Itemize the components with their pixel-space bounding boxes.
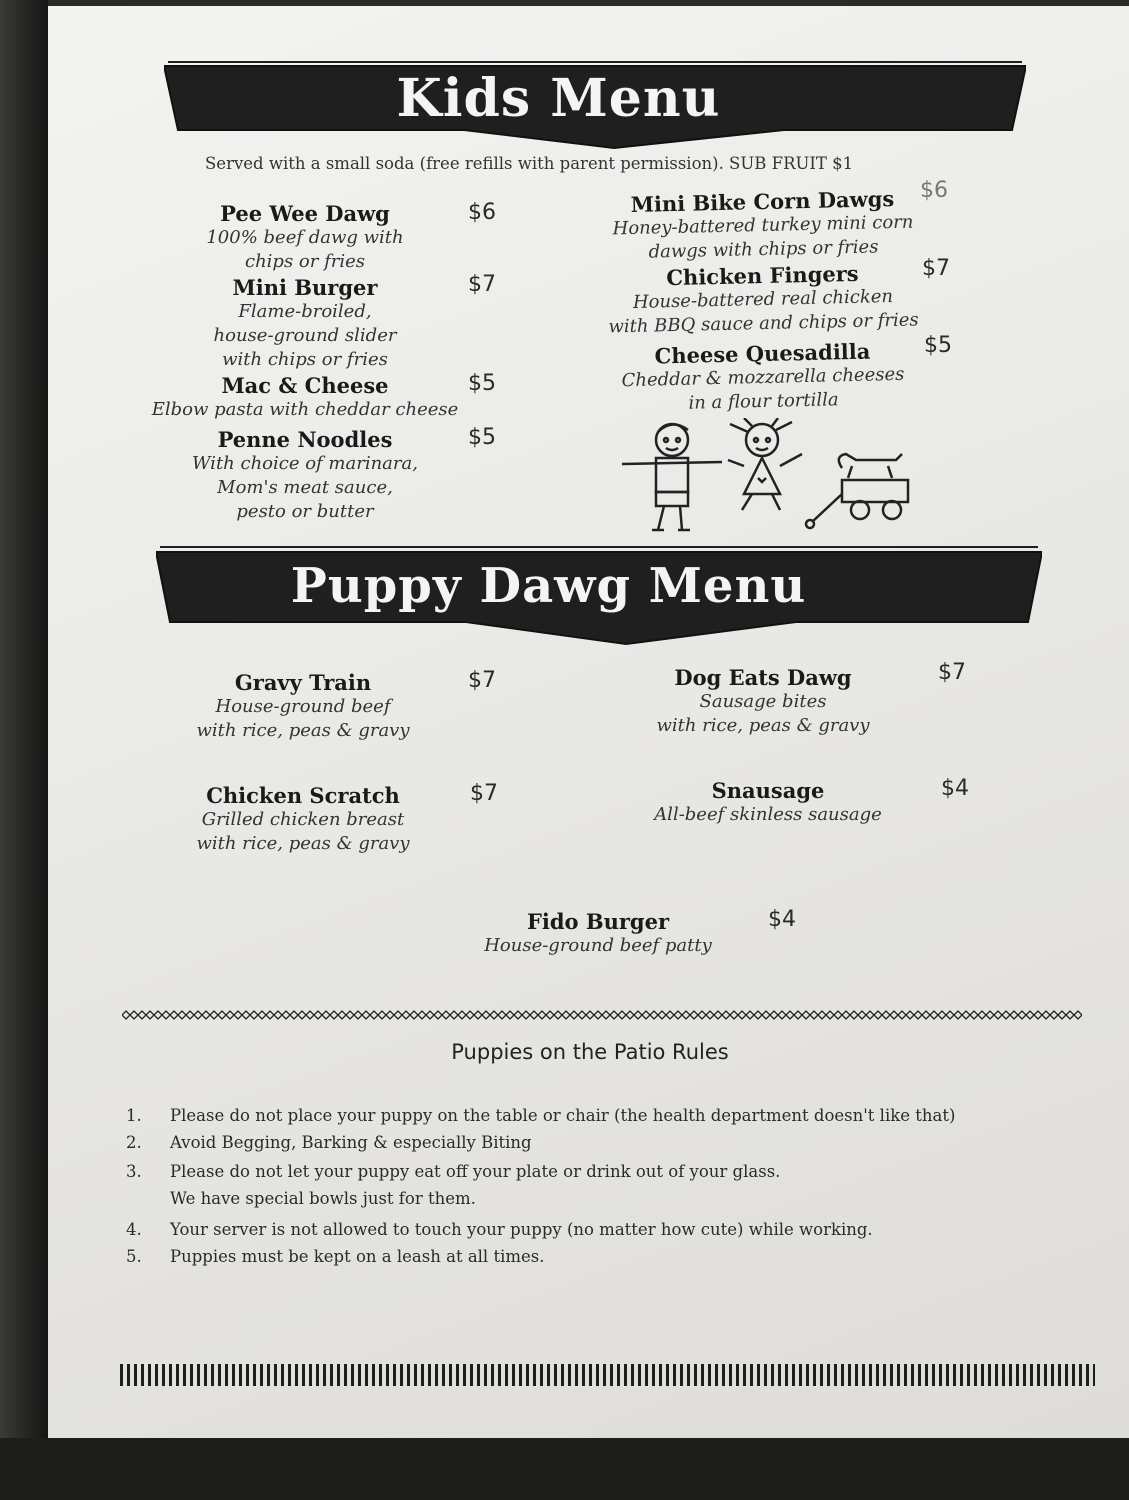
item-desc: House-ground beef with rice, peas & gravy — [196, 696, 410, 741]
rule-number: 2. — [126, 1133, 142, 1152]
item-price: $6 — [468, 200, 496, 225]
item-name: Mini Burger — [232, 275, 378, 300]
item-name: Penne Noodles — [217, 427, 393, 452]
item-desc: Cheddar & mozzarella cheeses in a flour tortilla — [621, 363, 905, 414]
puppy-menu-title: Puppy Dawg Menu — [290, 558, 807, 614]
menu-item — [577, 260, 949, 340]
item-desc: 100% beef dawg with chips or fries — [206, 227, 404, 272]
item-desc: Sausage bites with rice, peas & gravy — [656, 691, 870, 736]
kids-menu-subtitle: Served with a small soda (free refills with parent permission). SUB FRUIT $1 — [205, 154, 854, 173]
menu-item — [140, 374, 470, 422]
menu-item — [148, 784, 458, 856]
item-name: Cheese Quesadilla — [654, 338, 871, 369]
item-price: $7 — [470, 781, 498, 806]
menu-binder-bottom — [0, 1438, 1129, 1500]
diamond-divider — [122, 1006, 1082, 1024]
item-desc: Flame-broiled, house-ground slider with chips or fries — [213, 301, 397, 370]
menu-item — [140, 276, 470, 372]
item-name: Mac & Cheese — [221, 373, 389, 398]
item-name: Snausage — [711, 778, 825, 803]
item-price: $7 — [938, 660, 966, 685]
menu-item — [618, 666, 908, 738]
item-name: Chicken Scratch — [206, 783, 400, 808]
item-name: Mini Bike Corn Dawgs — [630, 186, 895, 217]
rule-text: We have special bowls just for them. — [170, 1189, 476, 1208]
kids-drawing-icon — [612, 418, 922, 538]
item-price: $7 — [468, 272, 496, 297]
item-price: $6 — [920, 178, 948, 203]
menu-item — [140, 428, 470, 524]
item-name: Pee Wee Dawg — [220, 201, 390, 226]
menu-binder-edge — [0, 0, 48, 1500]
item-desc: Honey-battered turkey mini corn dawgs with chips or fries — [612, 211, 914, 263]
item-desc: House-ground beef patty — [484, 935, 712, 956]
rule-text: Please do not let your puppy eat off your plate or drink out of your glass. — [170, 1162, 781, 1181]
item-price: $4 — [941, 776, 969, 801]
item-desc: With choice of marinara, Mom's meat sauce, pesto or butter — [192, 453, 418, 522]
item-name: Fido Burger — [526, 909, 670, 934]
menu-item — [148, 671, 458, 743]
item-desc: House-battered real chicken with BBQ sauce and chips or fries — [608, 286, 919, 338]
rule-text: Avoid Begging, Barking & especially Biting — [170, 1133, 532, 1152]
rule-text: Puppies must be kept on a leash at all times. — [170, 1247, 545, 1266]
item-name: Dog Eats Dawg — [674, 665, 852, 690]
rule-text: Please do not place your puppy on the table or chair (the health department doesn't like that) — [170, 1106, 956, 1125]
item-price: $5 — [468, 425, 496, 450]
menu-page — [48, 6, 1129, 1438]
menu-item — [140, 202, 470, 274]
item-price: $7 — [922, 256, 950, 281]
menu-item — [577, 186, 949, 266]
rules-title: Puppies on the Patio Rules — [451, 1040, 729, 1064]
item-price: $5 — [468, 371, 496, 396]
barcode-divider — [120, 1364, 1095, 1386]
item-price: $4 — [768, 907, 796, 932]
item-price: $7 — [468, 668, 496, 693]
item-desc: All-beef skinless sausage — [654, 804, 882, 825]
kids-menu-title: Kids Menu — [396, 68, 721, 129]
rule-number: 3. — [126, 1162, 142, 1181]
item-name: Gravy Train — [234, 670, 372, 695]
item-name: Chicken Fingers — [666, 260, 859, 291]
rule-number: 4. — [126, 1220, 142, 1239]
rule-number: 5. — [126, 1247, 142, 1266]
item-desc: Grilled chicken breast with rice, peas & gravy — [196, 809, 410, 854]
menu-item — [448, 910, 748, 958]
rule-number: 1. — [126, 1106, 142, 1125]
rule-text: Your server is not allowed to touch your puppy (no matter how cute) while working. — [170, 1220, 873, 1239]
item-desc: Elbow pasta with cheddar cheese — [151, 399, 459, 420]
menu-item — [587, 338, 939, 418]
item-price: $5 — [924, 333, 952, 358]
menu-item — [618, 779, 918, 827]
